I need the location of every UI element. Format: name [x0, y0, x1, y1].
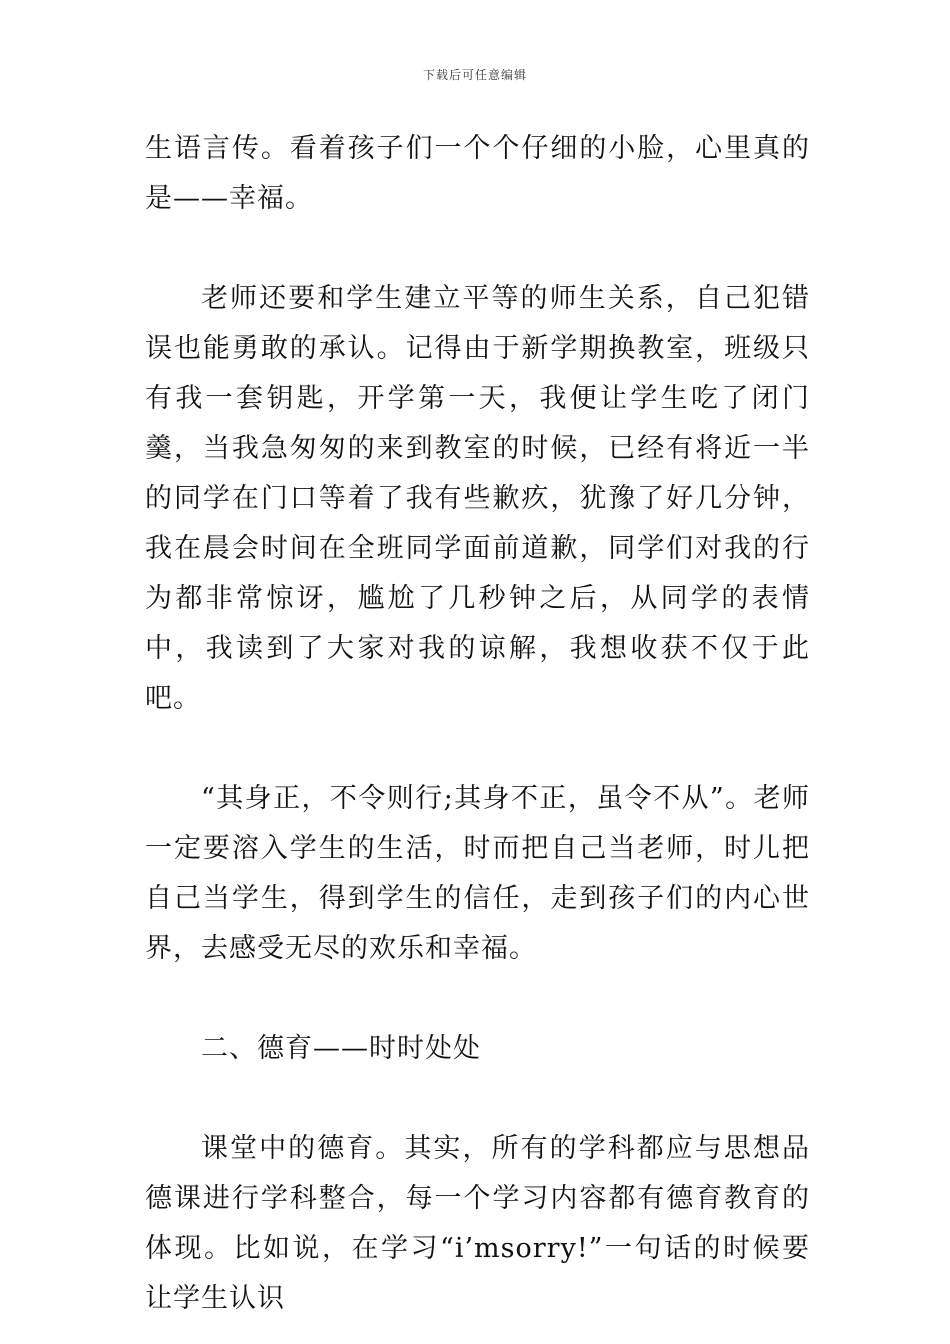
paragraph-continuation: 生语言传。看着孩子们一个个仔细的小脸，心里真的是——幸福。 [145, 133, 810, 214]
page-header: 下载后可任意编辑 [422, 68, 527, 82]
document-body [145, 124, 810, 1324]
paragraph-gap [145, 224, 810, 274]
section-heading: 二、德育——时时处处 [201, 1033, 481, 1064]
paragraph-gap [145, 724, 810, 774]
paragraph-quote: “其身正，不令则行;其身不正，虽令不从”。老师一定要溶入学生的生活，时而把自己当老师，时儿把自己当学生，得到学生的信任，走到孩子们的内心世界，去感受无尽的欢乐和幸福。 [145, 783, 810, 964]
paragraph-gap [145, 1074, 810, 1124]
paragraph-gap [145, 974, 810, 1024]
paragraph-teacher-relationship: 老师还要和学生建立平等的师生关系，自己犯错误也能勇敢的承认。记得由于新学期换教室，班级只有我一套钥匙，开学第一天，我便让学生吃了闭门羹，当我急匆匆的来到教室的时候，已经有将近一半的同学在门口等着了我有些歉疚，犹豫了好几分钟，我在晨会时间在全班同学面前道歉，同学们对我的行为都非常惊讶，尴尬了几秒钟之后，从同学的表情中，我读到了大家对我的谅解，我想收获不仅于此吧。 [145, 283, 810, 714]
paragraph-moral-education: 课堂中的德育。其实，所有的学科都应与思想品德课进行学科整合，每一个学习内容都有德育教育的体现。比如说，在学习“i’msorry!”一句话的时候要让学生认识 [145, 1133, 810, 1314]
